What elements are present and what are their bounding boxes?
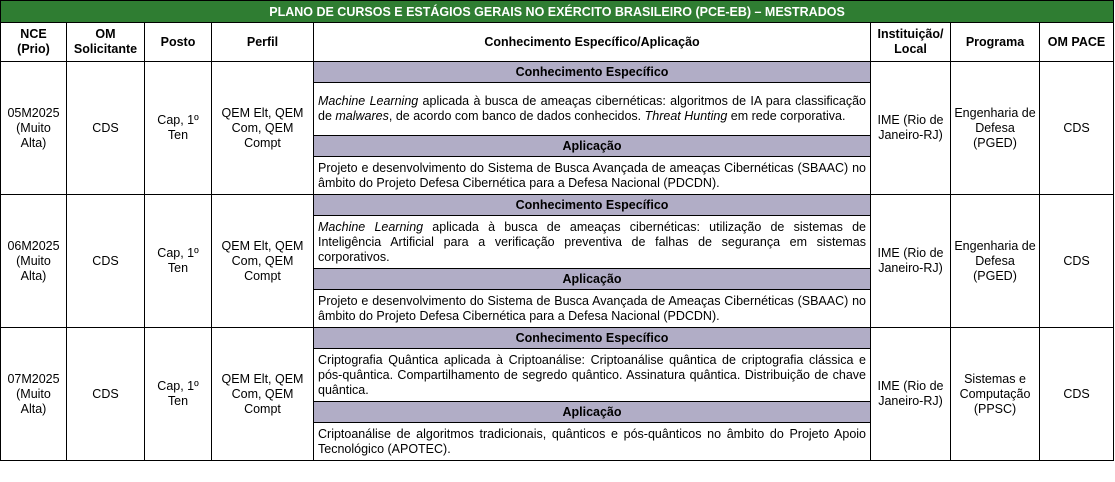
header-posto: Posto [145,23,212,62]
cell-perfil: QEM Elt, QEM Com, QEM Compt [212,195,314,328]
header-instituicao: Instituição/ Local [871,23,951,62]
cell-conhecimento-text: Machine Learning aplicada à busca de ameaças cibernéticas: utilização de sistemas de Inteligência Artificial para a verificação preventiva de falhas de segurança em sistemas corporativos. [314,216,871,269]
cell-conhecimento-text: Machine Learning aplicada à busca de ameaças cibernéticas: algoritmos de IA para classificação de malwares, de acordo com banco de dados conhecidos. Threat Hunting em rede corporativa. [314,83,871,136]
cell-programa: Engenharia de Defesa (PGED) [951,195,1040,328]
subheader-conhecimento: Conhecimento Específico [314,328,871,349]
header-programa: Programa [951,23,1040,62]
cell-conhecimento-text: Criptografia Quântica aplicada à Criptoanálise: Criptoanálise quântica de criptografia clássica e pós-quântica. Compartilhamento de segredo quântico. Assinatura quântica. Distribuição de chave quântica. [314,349,871,402]
table-row [1,328,1114,349]
header-nce: NCE (Prio) [1,23,67,62]
subheader-conhecimento: Conhecimento Específico [314,62,871,83]
cell-perfil: QEM Elt, QEM Com, QEM Compt [212,62,314,195]
cell-instituicao: IME (Rio de Janeiro-RJ) [871,195,951,328]
cell-posto: Cap, 1º Ten [145,195,212,328]
header-om-pace: OM PACE [1040,23,1114,62]
cell-om-pace: CDS [1040,328,1114,461]
cell-om-solicitante: CDS [67,328,145,461]
subheader-aplicacao: Aplicação [314,402,871,423]
subheader-conhecimento: Conhecimento Específico [314,195,871,216]
cell-nce: 06M2025 (Muito Alta) [1,195,67,328]
cell-programa: Sistemas e Computação (PPSC) [951,328,1040,461]
cell-instituicao: IME (Rio de Janeiro-RJ) [871,62,951,195]
cell-om-pace: CDS [1040,62,1114,195]
cell-instituicao: IME (Rio de Janeiro-RJ) [871,328,951,461]
subheader-aplicacao: Aplicação [314,136,871,157]
subheader-aplicacao: Aplicação [314,269,871,290]
cell-aplicacao-text: Projeto e desenvolvimento do Sistema de Busca Avançada de Ameaças Cibernéticas (SBAAC) no âmbito do Projeto Defesa Cibernética para a Defesa Nacional (PDCDN). [314,290,871,328]
cell-om-solicitante: CDS [67,195,145,328]
cell-nce: 07M2025 (Muito Alta) [1,328,67,461]
cell-om-pace: CDS [1040,195,1114,328]
table-title: PLANO DE CURSOS E ESTÁGIOS GERAIS NO EXÉRCITO BRASILEIRO (PCE-EB) – MESTRADOS [1,1,1114,23]
cell-programa: Engenharia de Defesa (PGED) [951,62,1040,195]
header-perfil: Perfil [212,23,314,62]
cell-posto: Cap, 1º Ten [145,328,212,461]
cell-nce: 05M2025 (Muito Alta) [1,62,67,195]
table-row [1,195,1114,216]
table-row [1,62,1114,83]
cell-aplicacao-text: Criptoanálise de algoritmos tradicionais, quânticos e pós-quânticos no âmbito do Projeto Apoio Tecnológico (APOTEC). [314,423,871,461]
cell-posto: Cap, 1º Ten [145,62,212,195]
cell-om-solicitante: CDS [67,62,145,195]
cell-aplicacao-text: Projeto e desenvolvimento do Sistema de Busca Avançada de ameaças Cibernéticas (SBAAC) no âmbito do Projeto Defesa Cibernética para a Defesa Nacional (PDCDN). [314,157,871,195]
cell-perfil: QEM Elt, QEM Com, QEM Compt [212,328,314,461]
header-om-solicitante: OM Solicitante [67,23,145,62]
header-conhecimento-aplicacao: Conhecimento Específico/Aplicação [314,23,871,62]
